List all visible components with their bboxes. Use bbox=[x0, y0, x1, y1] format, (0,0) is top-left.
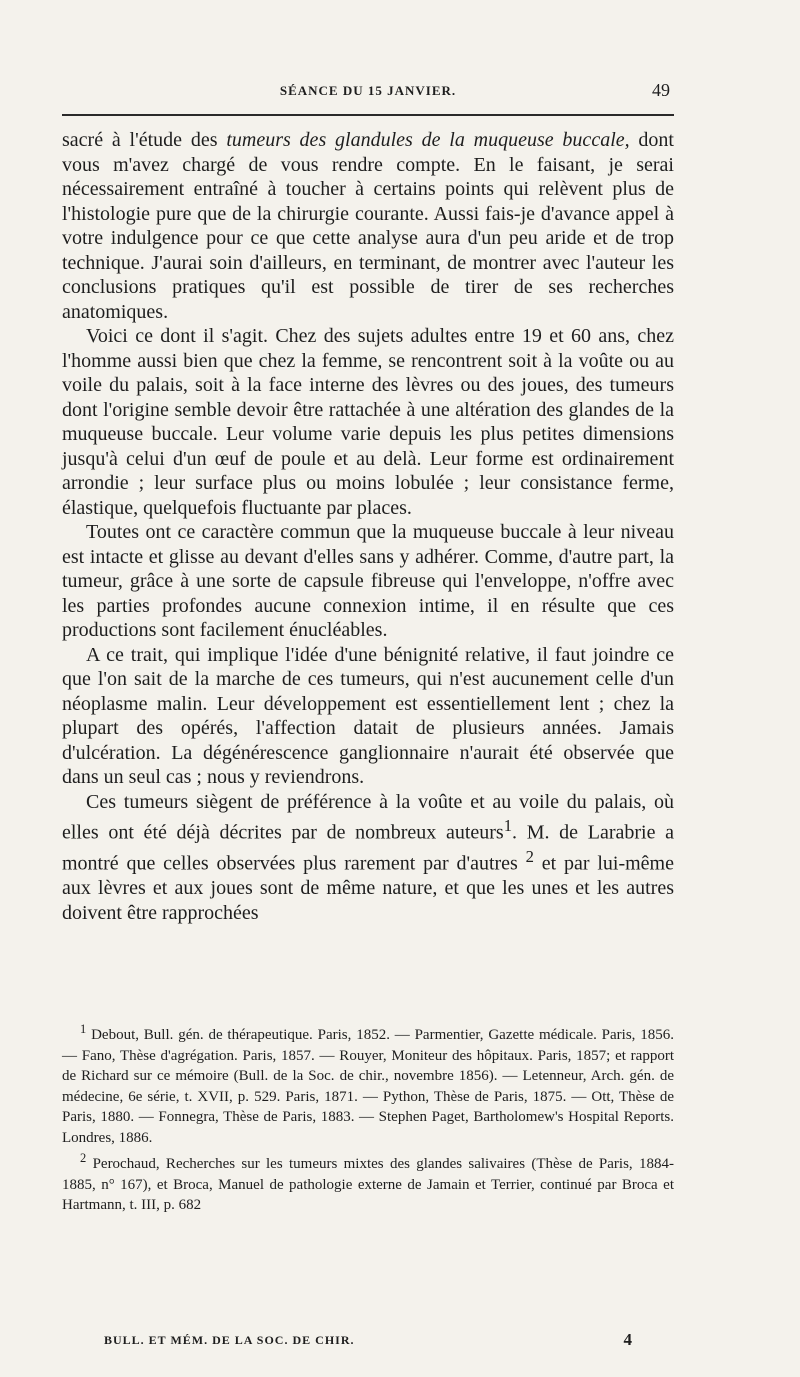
paragraph-1-text-a: sacré à l'étude des bbox=[62, 129, 227, 151]
paragraph-1 bbox=[62, 128, 674, 324]
paragraph-5-text-c: et par lui-même aux lèvres et aux joues sont de même nature, et que les unes et les autres doivent être rapprochées bbox=[62, 852, 674, 924]
main-text bbox=[62, 128, 674, 925]
paragraph-5-text-b: . M. de Larabrie a montré que celles observées plus rarement par d'autres bbox=[62, 821, 675, 875]
footnote-2-mark: 2 bbox=[80, 1151, 87, 1165]
footnotes bbox=[62, 1019, 674, 1216]
paragraph-3: Toutes ont ce caractère commun que la muqueuse buccale à leur niveau est intacte et glisse au devant d'elles sans y adhérer. Comme, d'autre part, la tumeur, grâce à une sorte de capsule fibreuse qui l'enveloppe, n'offre avec les parties profondes aucune connexion intime, il en résulte que ces productions sont facilement énucléables. bbox=[62, 521, 674, 641]
paragraph-5 bbox=[62, 790, 674, 926]
header-rule bbox=[62, 114, 674, 116]
footnote-2-text: Perochaud, Recherches sur les tumeurs mixtes des glandes salivaires (Thèse de Paris, 1884-1885, n° 167), et Broca, Manuel de pathologie externe de Jamain et Terrier, continué par Broca et Hartmann, t. III, p. 682 bbox=[62, 1156, 674, 1213]
page-header bbox=[62, 80, 674, 104]
running-title: SÉANCE DU 15 JANVIER. bbox=[279, 83, 457, 98]
paragraph-4: A ce trait, qui implique l'idée d'une bénignité relative, il faut joindre ce que l'on sait de la marche de ces tumeurs, qui n'est aucunement celle d'un néoplasme malin. Leur développement est essentiellement lent ; chez la plupart des opérés, l'affection datait de plusieurs années. Jamais d'ulcération. La dégénérescence ganglionnaire n'aurait été observée que dans un seul cas ; nous y reviendrons. bbox=[62, 643, 674, 788]
footer-title: BULL. ET MÉM. DE LA SOC. DE CHIR. bbox=[104, 1333, 355, 1347]
footnote-1-mark: 1 bbox=[80, 1022, 87, 1036]
footnote-1-text: Debout, Bull. gén. de thérapeutique. Paris, 1852. — Parmentier, Gazette médicale. Paris, 1856. — Fano, Thèse d'agrégation. Paris, 1857. — Rouyer, Moniteur des hôpitaux. Paris, 1857; et rapport de Richard sur ce mémoire (Bull. de la Soc. de chir., novembre 1856). — Letenneur, Arch. gén. de médecine, 6e série, t. XVII, p. 529. Paris, 1871. — Python, Thèse de Paris, 1875. — Ott, Thèse de Paris, 1880. — Fonnegra, Thèse de Paris, 1883. — Stephen Paget, Bartholomew's Hospital Reports. Londres, 1886. bbox=[62, 1027, 674, 1146]
footnote-ref-1: 1 bbox=[503, 816, 513, 835]
page-footer bbox=[62, 1330, 674, 1352]
page-number: 49 bbox=[652, 80, 670, 100]
footnote-2 bbox=[62, 1148, 674, 1216]
signature-mark: 4 bbox=[623, 1330, 632, 1349]
paragraph-1-text-b: dont vous m'avez chargé de vous rendre compte. En le faisant, je serai nécessairement entraîné à toucher à certains points qui relèvent plus de l'histologie pure que de la chirurgie courante. Aussi fais-je d'avance appel à votre indulgence pour ce que cette analyse aura d'un peu aride et de trop technique. J'aurai soin d'ailleurs, en terminant, de montrer avec l'auteur les conclusions pratiques qu'il est possible de tirer de ses recherches anatomiques. bbox=[62, 129, 674, 323]
footnote-ref-2: 2 bbox=[525, 847, 534, 867]
paragraph-1-italic: tumeurs des glandules de la muqueuse buccale, bbox=[226, 129, 630, 151]
paragraph-5-text-a: Ces tumeurs siègent de préférence à la voûte et au voile du palais, où elles ont été déjà décrites par de nombreux auteurs bbox=[62, 790, 674, 844]
paragraph-2: Voici ce dont il s'agit. Chez des sujets adultes entre 19 et 60 ans, chez l'homme aussi bien que chez la femme, se rencontrent soit à la voûte ou au voile du palais, soit à la face interne des lèvres ou des joues, des tumeurs dont l'origine semble devoir être rattachée à une altération des glandes de la muqueuse buccale. Leur volume varie depuis les plus petites dimensions jusqu'à celui d'un œuf de poule et au delà. Leur forme est ordinairement arrondie ; leur surface plus ou moins lobulée ; leur consistance ferme, élastique, quelquefois fluctuante par places. bbox=[62, 325, 674, 519]
footnote-1 bbox=[62, 1019, 674, 1148]
